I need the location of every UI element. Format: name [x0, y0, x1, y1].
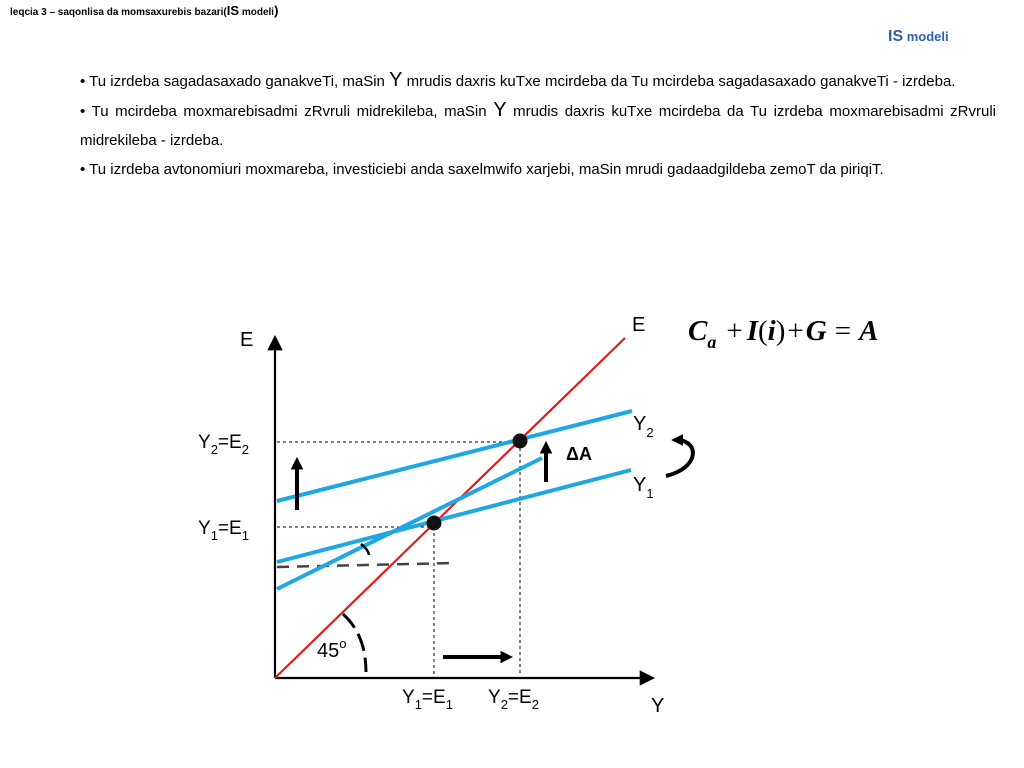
y-axis-label: Y	[651, 695, 665, 717]
bullet-marker: •	[80, 103, 86, 120]
equilibrium-point-2	[513, 434, 528, 449]
intercept-dashed-line	[277, 563, 455, 567]
xtick-y1-e1: $Y_1=E_1$	[402, 687, 453, 712]
bullet-marker: •	[80, 73, 86, 90]
lecture-title: leqcia 3 – saqonlisa da momsaxurebis bazari(IS modeli)	[10, 3, 279, 18]
y-curve-steep	[277, 458, 542, 589]
bullet-item: • Tu mcirdeba moxmarebisadmi zRvruli midrekileba, maSin Y mrudis daxris kuTxe mcirdeba da Tu izrdeba moxmarebisadmi zRvruli midrekileba - izrdeba.	[80, 99, 996, 149]
y-curve-lower	[277, 470, 631, 562]
section-title: IS modeli	[888, 28, 949, 45]
ytick-y1-e1: $Y_1=E_1$	[198, 518, 249, 543]
equilibrium-point-1	[427, 516, 442, 531]
planned-expenditure-formula: $C_a + I(i)+G = A$	[688, 315, 879, 352]
bullet-marker: •	[80, 161, 86, 178]
e-line-45deg	[275, 338, 625, 678]
curve-label-y2: $Y_2$	[633, 413, 654, 440]
rotation-curl-arrow	[666, 440, 693, 476]
xtick-y2-e2: $Y_2=E_2$	[488, 687, 539, 712]
angle-label: 45$^o$	[317, 636, 347, 662]
bullet-item: • Tu izrdeba avtonomiuri moxmareba, investiciebi anda saxelmwifo xarjebi, maSin mrudi gadaadgildeba zemoT da piriqiT.	[80, 161, 884, 178]
bullet-item: • Tu izrdeba sagadasaxado ganakveTi, maSin Y mrudis daxris kuTxe mcirdeba da Tu mcirdeba sagadasaxado ganakveTi - izrdeba.	[80, 69, 956, 91]
e-axis-label: E	[240, 329, 254, 351]
e-line-label: E	[632, 314, 646, 336]
delta-a-label: ΔA	[566, 444, 592, 464]
ytick-y2-e2: $Y_2=E_2$	[198, 432, 249, 457]
curve-label-y1: $Y_1$	[633, 474, 654, 501]
